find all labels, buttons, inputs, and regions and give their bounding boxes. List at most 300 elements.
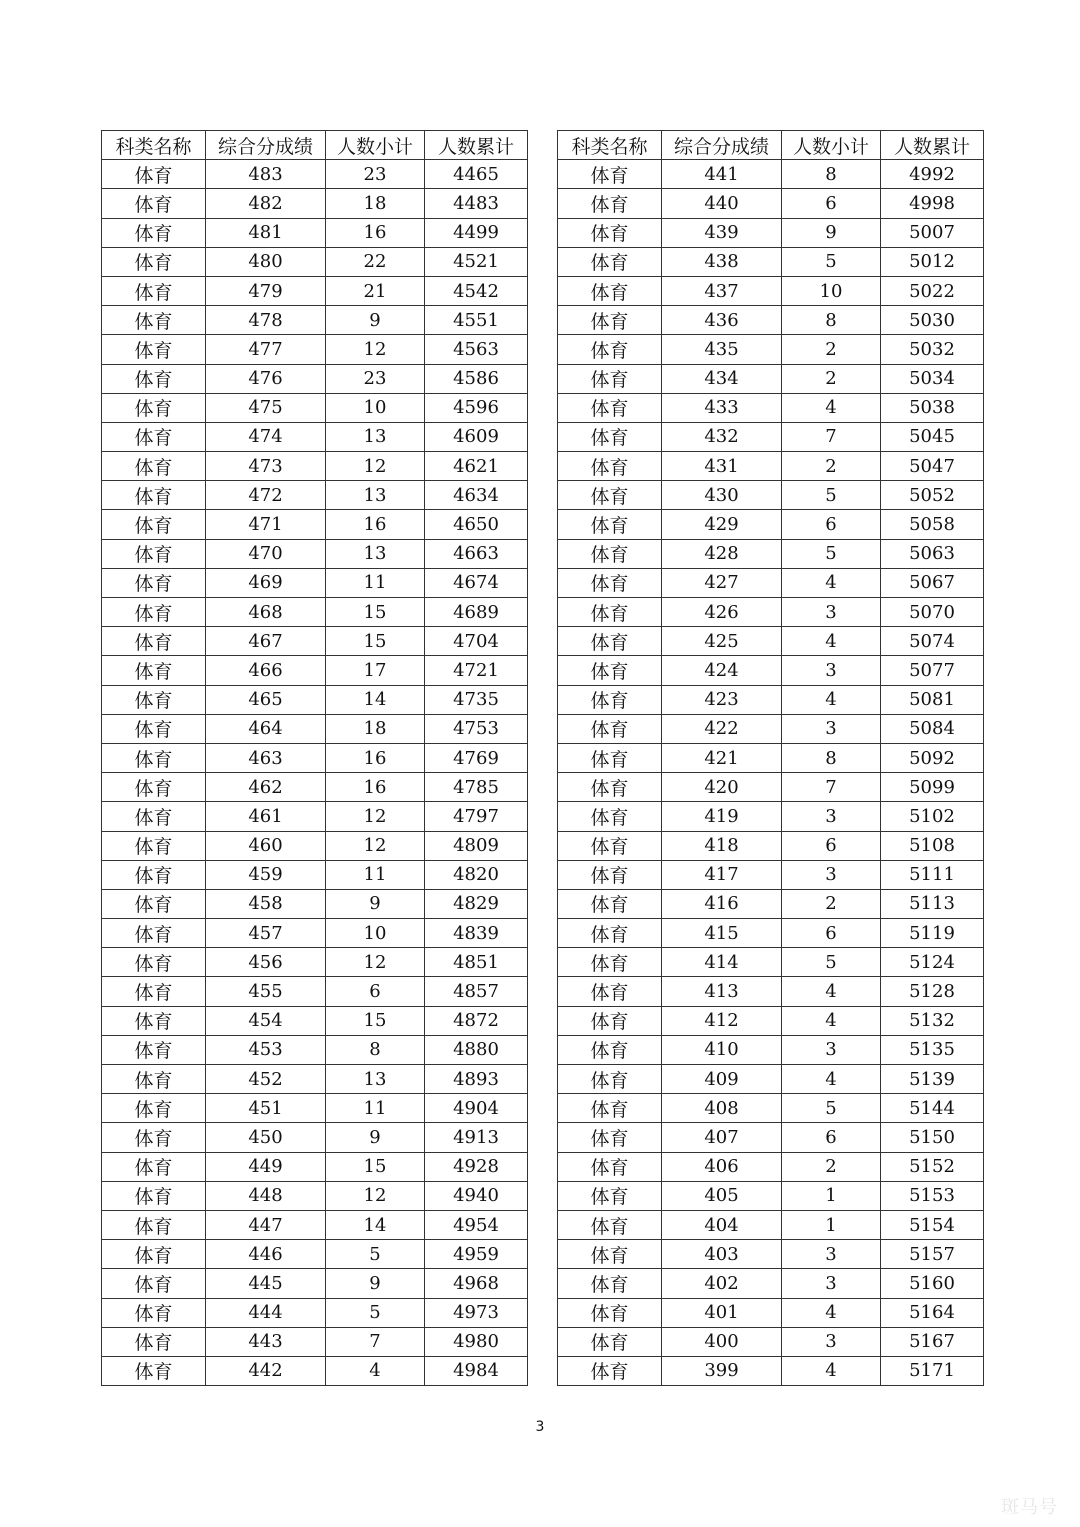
count-cell: 1	[782, 1181, 881, 1210]
category-cell: 体育	[558, 393, 662, 422]
count-cell: 6	[782, 831, 881, 860]
table-row	[558, 1094, 984, 1123]
category-cell: 体育	[102, 1006, 206, 1035]
table-row	[102, 568, 528, 597]
score-cell: 475	[206, 393, 326, 422]
category-cell: 体育	[558, 510, 662, 539]
count-cell: 2	[782, 335, 881, 364]
cumulative-cell: 4998	[881, 189, 984, 218]
table-row	[102, 831, 528, 860]
count-cell: 16	[326, 743, 425, 772]
score-cell: 421	[662, 743, 782, 772]
score-cell: 454	[206, 1006, 326, 1035]
cumulative-cell: 5032	[881, 335, 984, 364]
table-row	[558, 598, 984, 627]
table-row	[558, 539, 984, 568]
category-cell: 体育	[102, 1181, 206, 1210]
category-cell: 体育	[102, 685, 206, 714]
count-cell: 9	[326, 306, 425, 335]
count-cell: 4	[782, 568, 881, 597]
cumulative-cell: 5135	[881, 1035, 984, 1064]
cumulative-cell: 4521	[425, 247, 528, 276]
score-cell: 439	[662, 218, 782, 247]
category-cell: 体育	[102, 977, 206, 1006]
cumulative-cell: 5081	[881, 685, 984, 714]
table-row	[102, 1123, 528, 1152]
score-cell: 440	[662, 189, 782, 218]
count-cell: 21	[326, 276, 425, 305]
score-cell: 429	[662, 510, 782, 539]
category-cell: 体育	[102, 189, 206, 218]
table-row	[102, 714, 528, 743]
table-row	[558, 1181, 984, 1210]
score-cell: 413	[662, 977, 782, 1006]
category-cell: 体育	[102, 598, 206, 627]
count-cell: 14	[326, 1210, 425, 1239]
category-cell: 体育	[558, 568, 662, 597]
count-cell: 13	[326, 481, 425, 510]
category-cell: 体育	[558, 656, 662, 685]
cumulative-cell: 5058	[881, 510, 984, 539]
category-cell: 体育	[558, 889, 662, 918]
count-cell: 4	[782, 627, 881, 656]
count-cell: 12	[326, 335, 425, 364]
count-cell: 23	[326, 160, 425, 189]
cumulative-cell: 4689	[425, 598, 528, 627]
table-row	[102, 364, 528, 393]
count-cell: 2	[782, 889, 881, 918]
table-row	[558, 1269, 984, 1298]
category-cell: 体育	[558, 481, 662, 510]
score-cell: 463	[206, 743, 326, 772]
category-cell: 体育	[102, 802, 206, 831]
cumulative-cell: 4893	[425, 1065, 528, 1094]
table-row	[558, 189, 984, 218]
score-cell: 450	[206, 1123, 326, 1152]
table-row	[102, 422, 528, 451]
category-cell: 体育	[102, 831, 206, 860]
table-row	[558, 773, 984, 802]
cumulative-cell: 5108	[881, 831, 984, 860]
category-cell: 体育	[102, 1094, 206, 1123]
table-row	[102, 919, 528, 948]
score-cell: 477	[206, 335, 326, 364]
cumulative-cell: 4851	[425, 948, 528, 977]
score-cell: 446	[206, 1240, 326, 1269]
count-cell: 9	[326, 889, 425, 918]
category-cell: 体育	[102, 276, 206, 305]
table-row	[102, 685, 528, 714]
table-row	[558, 1210, 984, 1239]
cumulative-cell: 5164	[881, 1298, 984, 1327]
score-cell: 408	[662, 1094, 782, 1123]
score-cell: 404	[662, 1210, 782, 1239]
count-cell: 4	[782, 393, 881, 422]
cumulative-cell: 4857	[425, 977, 528, 1006]
category-cell: 体育	[102, 422, 206, 451]
count-cell: 16	[326, 773, 425, 802]
category-cell: 体育	[558, 1006, 662, 1035]
table-row	[558, 802, 984, 831]
category-cell: 体育	[558, 1269, 662, 1298]
score-cell: 423	[662, 685, 782, 714]
table-row	[558, 948, 984, 977]
table-row	[102, 598, 528, 627]
score-cell: 452	[206, 1065, 326, 1094]
table-row	[558, 1240, 984, 1269]
score-cell: 416	[662, 889, 782, 918]
cumulative-cell: 5034	[881, 364, 984, 393]
cumulative-cell: 4704	[425, 627, 528, 656]
category-cell: 体育	[558, 276, 662, 305]
score-cell: 453	[206, 1035, 326, 1064]
table-row	[558, 1035, 984, 1064]
score-cell: 451	[206, 1094, 326, 1123]
count-cell: 15	[326, 598, 425, 627]
category-cell: 体育	[558, 364, 662, 393]
score-cell: 420	[662, 773, 782, 802]
score-cell: 403	[662, 1240, 782, 1269]
cumulative-cell: 4872	[425, 1006, 528, 1035]
count-cell: 4	[782, 1356, 881, 1385]
table-row	[558, 831, 984, 860]
count-cell: 17	[326, 656, 425, 685]
cumulative-cell: 4483	[425, 189, 528, 218]
count-cell: 10	[782, 276, 881, 305]
count-cell: 22	[326, 247, 425, 276]
score-cell: 469	[206, 568, 326, 597]
cumulative-cell: 5022	[881, 276, 984, 305]
score-cell: 410	[662, 1035, 782, 1064]
score-cell: 468	[206, 598, 326, 627]
count-cell: 3	[782, 656, 881, 685]
cumulative-cell: 4913	[425, 1123, 528, 1152]
score-cell: 437	[662, 276, 782, 305]
score-cell: 472	[206, 481, 326, 510]
category-cell: 体育	[102, 1240, 206, 1269]
score-cell: 465	[206, 685, 326, 714]
table-row	[102, 393, 528, 422]
table-row	[102, 1269, 528, 1298]
header-count: 人数小计	[782, 131, 881, 160]
score-cell: 402	[662, 1269, 782, 1298]
count-cell: 8	[782, 160, 881, 189]
cumulative-cell: 4769	[425, 743, 528, 772]
score-cell: 478	[206, 306, 326, 335]
score-cell: 442	[206, 1356, 326, 1385]
cumulative-cell: 4542	[425, 276, 528, 305]
category-cell: 体育	[102, 743, 206, 772]
score-cell: 456	[206, 948, 326, 977]
table-row	[558, 1298, 984, 1327]
category-cell: 体育	[558, 189, 662, 218]
category-cell: 体育	[102, 860, 206, 889]
cumulative-cell: 4954	[425, 1210, 528, 1239]
category-cell: 体育	[558, 743, 662, 772]
header-category: 科类名称	[558, 131, 662, 160]
cumulative-cell: 4829	[425, 889, 528, 918]
cumulative-cell: 4465	[425, 160, 528, 189]
category-cell: 体育	[102, 1356, 206, 1385]
cumulative-cell: 5099	[881, 773, 984, 802]
table-row	[558, 919, 984, 948]
category-cell: 体育	[558, 218, 662, 247]
watermark: 斑马号	[1001, 1497, 1058, 1518]
table-row	[102, 160, 528, 189]
table-row	[558, 743, 984, 772]
cumulative-cell: 5063	[881, 539, 984, 568]
count-cell: 16	[326, 510, 425, 539]
table-row	[558, 510, 984, 539]
category-cell: 体育	[102, 568, 206, 597]
table-row	[558, 481, 984, 510]
score-cell: 461	[206, 802, 326, 831]
cumulative-cell: 4609	[425, 422, 528, 451]
table-row	[558, 247, 984, 276]
category-cell: 体育	[102, 948, 206, 977]
table-row	[102, 889, 528, 918]
count-cell: 13	[326, 422, 425, 451]
count-cell: 4	[782, 685, 881, 714]
table-row	[558, 860, 984, 889]
cumulative-cell: 5171	[881, 1356, 984, 1385]
table-row	[102, 1181, 528, 1210]
count-cell: 5	[782, 539, 881, 568]
cumulative-cell: 5030	[881, 306, 984, 335]
cumulative-cell: 5012	[881, 247, 984, 276]
category-cell: 体育	[102, 306, 206, 335]
table-row	[558, 335, 984, 364]
score-cell: 399	[662, 1356, 782, 1385]
table-row	[558, 276, 984, 305]
cumulative-cell: 4551	[425, 306, 528, 335]
count-cell: 8	[782, 743, 881, 772]
count-cell: 10	[326, 393, 425, 422]
table-row	[102, 189, 528, 218]
cumulative-cell: 5067	[881, 568, 984, 597]
score-cell: 462	[206, 773, 326, 802]
table-row	[102, 860, 528, 889]
category-cell: 体育	[558, 1123, 662, 1152]
table-row	[102, 218, 528, 247]
count-cell: 12	[326, 452, 425, 481]
score-cell: 473	[206, 452, 326, 481]
score-cell: 443	[206, 1327, 326, 1356]
table-row	[102, 1035, 528, 1064]
category-cell: 体育	[558, 539, 662, 568]
category-cell: 体育	[558, 1356, 662, 1385]
score-cell: 407	[662, 1123, 782, 1152]
table-row	[558, 889, 984, 918]
cumulative-cell: 5092	[881, 743, 984, 772]
cumulative-cell: 4735	[425, 685, 528, 714]
cumulative-cell: 4674	[425, 568, 528, 597]
category-cell: 体育	[558, 1210, 662, 1239]
category-cell: 体育	[102, 1269, 206, 1298]
category-cell: 体育	[102, 919, 206, 948]
count-cell: 3	[782, 1035, 881, 1064]
score-cell: 426	[662, 598, 782, 627]
category-cell: 体育	[102, 656, 206, 685]
cumulative-cell: 5007	[881, 218, 984, 247]
cumulative-cell: 4586	[425, 364, 528, 393]
score-cell: 428	[662, 539, 782, 568]
count-cell: 9	[782, 218, 881, 247]
count-cell: 15	[326, 1152, 425, 1181]
table-row	[102, 1356, 528, 1385]
cumulative-cell: 5077	[881, 656, 984, 685]
score-cell: 464	[206, 714, 326, 743]
score-cell: 436	[662, 306, 782, 335]
cumulative-cell: 5102	[881, 802, 984, 831]
table-row	[558, 1152, 984, 1181]
count-cell: 6	[326, 977, 425, 1006]
table-row	[102, 510, 528, 539]
count-cell: 9	[326, 1123, 425, 1152]
category-cell: 体育	[558, 919, 662, 948]
table-row	[558, 1065, 984, 1094]
cumulative-cell: 4839	[425, 919, 528, 948]
table-row	[558, 452, 984, 481]
score-cell: 415	[662, 919, 782, 948]
score-cell: 471	[206, 510, 326, 539]
category-cell: 体育	[558, 948, 662, 977]
cumulative-cell: 4596	[425, 393, 528, 422]
cumulative-cell: 5047	[881, 452, 984, 481]
score-cell: 444	[206, 1298, 326, 1327]
table-row	[558, 160, 984, 189]
score-cell: 441	[662, 160, 782, 189]
count-cell: 23	[326, 364, 425, 393]
category-cell: 体育	[558, 1181, 662, 1210]
cumulative-cell: 5084	[881, 714, 984, 743]
cumulative-cell: 5124	[881, 948, 984, 977]
score-cell: 460	[206, 831, 326, 860]
table-row	[102, 1298, 528, 1327]
count-cell: 15	[326, 627, 425, 656]
category-cell: 体育	[102, 452, 206, 481]
table-row	[102, 481, 528, 510]
score-cell: 401	[662, 1298, 782, 1327]
count-cell: 1	[782, 1210, 881, 1239]
count-cell: 14	[326, 685, 425, 714]
cumulative-cell: 5119	[881, 919, 984, 948]
table-header-row	[102, 131, 528, 160]
cumulative-cell: 4973	[425, 1298, 528, 1327]
table-row	[558, 1356, 984, 1385]
cumulative-cell: 5154	[881, 1210, 984, 1239]
cumulative-cell: 5038	[881, 393, 984, 422]
cumulative-cell: 4980	[425, 1327, 528, 1356]
count-cell: 3	[782, 1327, 881, 1356]
score-cell: 422	[662, 714, 782, 743]
cumulative-cell: 5074	[881, 627, 984, 656]
table-row	[102, 1240, 528, 1269]
score-cell: 481	[206, 218, 326, 247]
count-cell: 11	[326, 568, 425, 597]
cumulative-cell: 5167	[881, 1327, 984, 1356]
category-cell: 体育	[102, 1123, 206, 1152]
category-cell: 体育	[102, 247, 206, 276]
score-cell: 470	[206, 539, 326, 568]
table-row	[558, 393, 984, 422]
score-cell: 476	[206, 364, 326, 393]
count-cell: 4	[782, 1065, 881, 1094]
count-cell: 5	[782, 481, 881, 510]
cumulative-cell: 4820	[425, 860, 528, 889]
count-cell: 7	[782, 773, 881, 802]
table-row	[558, 1327, 984, 1356]
count-cell: 6	[782, 919, 881, 948]
count-cell: 5	[782, 948, 881, 977]
category-cell: 体育	[558, 598, 662, 627]
table-row	[102, 977, 528, 1006]
left-score-table	[101, 130, 528, 1386]
cumulative-cell: 4928	[425, 1152, 528, 1181]
cumulative-cell: 4959	[425, 1240, 528, 1269]
count-cell: 2	[782, 452, 881, 481]
table-row	[102, 948, 528, 977]
count-cell: 6	[782, 510, 881, 539]
score-cell: 432	[662, 422, 782, 451]
count-cell: 2	[782, 364, 881, 393]
count-cell: 11	[326, 1094, 425, 1123]
score-cell: 435	[662, 335, 782, 364]
score-cell: 430	[662, 481, 782, 510]
category-cell: 体育	[102, 1210, 206, 1239]
count-cell: 18	[326, 714, 425, 743]
header-score: 综合分成绩	[662, 131, 782, 160]
table-row	[102, 802, 528, 831]
score-cell: 434	[662, 364, 782, 393]
category-cell: 体育	[102, 393, 206, 422]
count-cell: 9	[326, 1269, 425, 1298]
score-cell: 483	[206, 160, 326, 189]
category-cell: 体育	[558, 802, 662, 831]
header-category: 科类名称	[102, 131, 206, 160]
cumulative-cell: 5157	[881, 1240, 984, 1269]
table-row	[102, 656, 528, 685]
table-row	[558, 977, 984, 1006]
category-cell: 体育	[102, 1152, 206, 1181]
category-cell: 体育	[102, 539, 206, 568]
cumulative-cell: 4785	[425, 773, 528, 802]
category-cell: 体育	[558, 1035, 662, 1064]
table-row	[558, 714, 984, 743]
table-row	[558, 218, 984, 247]
table-row	[102, 539, 528, 568]
count-cell: 3	[782, 1240, 881, 1269]
count-cell: 10	[326, 919, 425, 948]
table-row	[102, 1094, 528, 1123]
table-row	[558, 568, 984, 597]
category-cell: 体育	[102, 889, 206, 918]
cumulative-cell: 4499	[425, 218, 528, 247]
count-cell: 3	[782, 802, 881, 831]
score-cell: 405	[662, 1181, 782, 1210]
cumulative-cell: 5128	[881, 977, 984, 1006]
table-row	[558, 685, 984, 714]
category-cell: 体育	[558, 685, 662, 714]
count-cell: 3	[782, 1269, 881, 1298]
count-cell: 12	[326, 831, 425, 860]
category-cell: 体育	[558, 422, 662, 451]
category-cell: 体育	[102, 1298, 206, 1327]
table-row	[558, 422, 984, 451]
cumulative-cell: 4663	[425, 539, 528, 568]
count-cell: 12	[326, 802, 425, 831]
count-cell: 4	[326, 1356, 425, 1385]
